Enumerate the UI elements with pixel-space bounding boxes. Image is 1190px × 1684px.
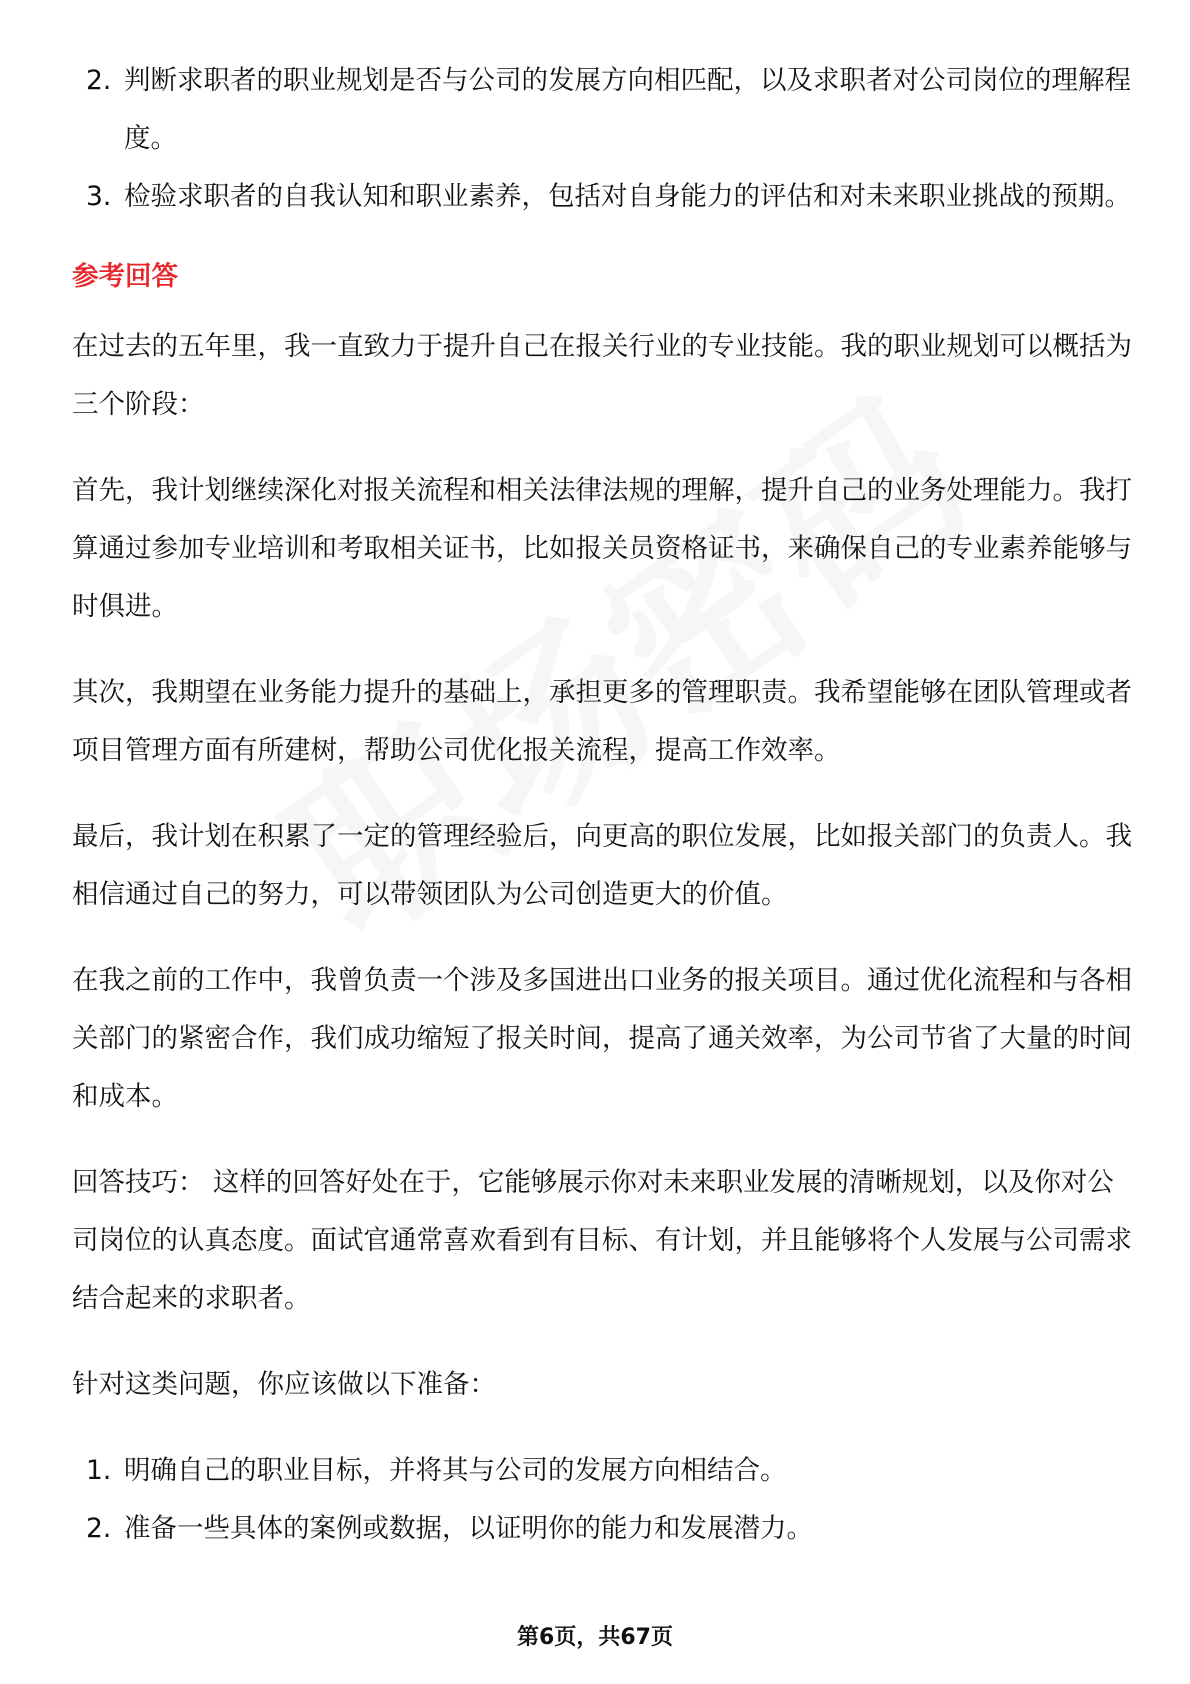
tips-paragraph: 回答技巧： 这样的回答好处在于，它能够展示你对未来职业发展的清晰规划，以及你对公司岗位的认真态度。面试官通常喜欢看到有目标、有计划，并且能够将个人发展与公司需求结合起来的求职者。 [72,1167,1132,1314]
paragraph: 最后，我计划在积累了一定的管理经验后，向更高的职位发展，比如报关部门的负责人。我相信通过自己的努力，可以带领团队为公司创造更大的价值。 [72,821,1132,910]
list-text: 明确自己的职业目标，并将其与公司的发展方向相结合。 [124,1455,787,1486]
list-text: 检验求职者的自我认知和职业素养，包括对自身能力的评估和对未来职业挑战的预期。 [124,181,1131,212]
list-number: 2. [86,65,112,96]
list-text: 判断求职者的职业规划是否与公司的发展方向相匹配，以及求职者对公司岗位的理解程度。 [124,65,1131,154]
section-heading: 参考回答 [72,261,178,292]
top-numbered-list [72,52,1132,226]
paragraph: 首先，我计划继续深化对报关流程和相关法律法规的理解，提升自己的业务处理能力。我打算通过参加专业培训和考取相关证书，比如报关员资格证书，来确保自己的专业素养能够与时俱进。 [72,475,1132,622]
list-number: 1. [86,1455,112,1486]
bottom-numbered-list [72,1442,1132,1558]
page-footer: 第6页，共67页 [517,1625,673,1650]
list-text: 准备一些具体的案例或数据，以证明你的能力和发展潜力。 [124,1513,813,1544]
list-item [72,52,1132,168]
list-number: 2. [86,1513,112,1544]
paragraph: 在我之前的工作中，我曾负责一个涉及多国进出口业务的报关项目。通过优化流程和与各相关部门的紧密合作，我们成功缩短了报关时间，提高了通关效率，为公司节省了大量的时间和成本。 [72,965,1132,1112]
list-item [72,1500,1132,1558]
paragraph: 针对这类问题，你应该做以下准备： [72,1369,496,1400]
list-item [72,1442,1132,1500]
list-number: 3. [86,181,112,212]
paragraph: 其次，我期望在业务能力提升的基础上，承担更多的管理职责。我希望能够在团队管理或者项目管理方面有所建树，帮助公司优化报关流程，提高工作效率。 [72,677,1132,766]
paragraph: 在过去的五年里，我一直致力于提升自己在报关行业的专业技能。我的职业规划可以概括为三个阶段： [72,331,1132,420]
list-item [72,168,1132,226]
document-body [72,52,1132,1558]
